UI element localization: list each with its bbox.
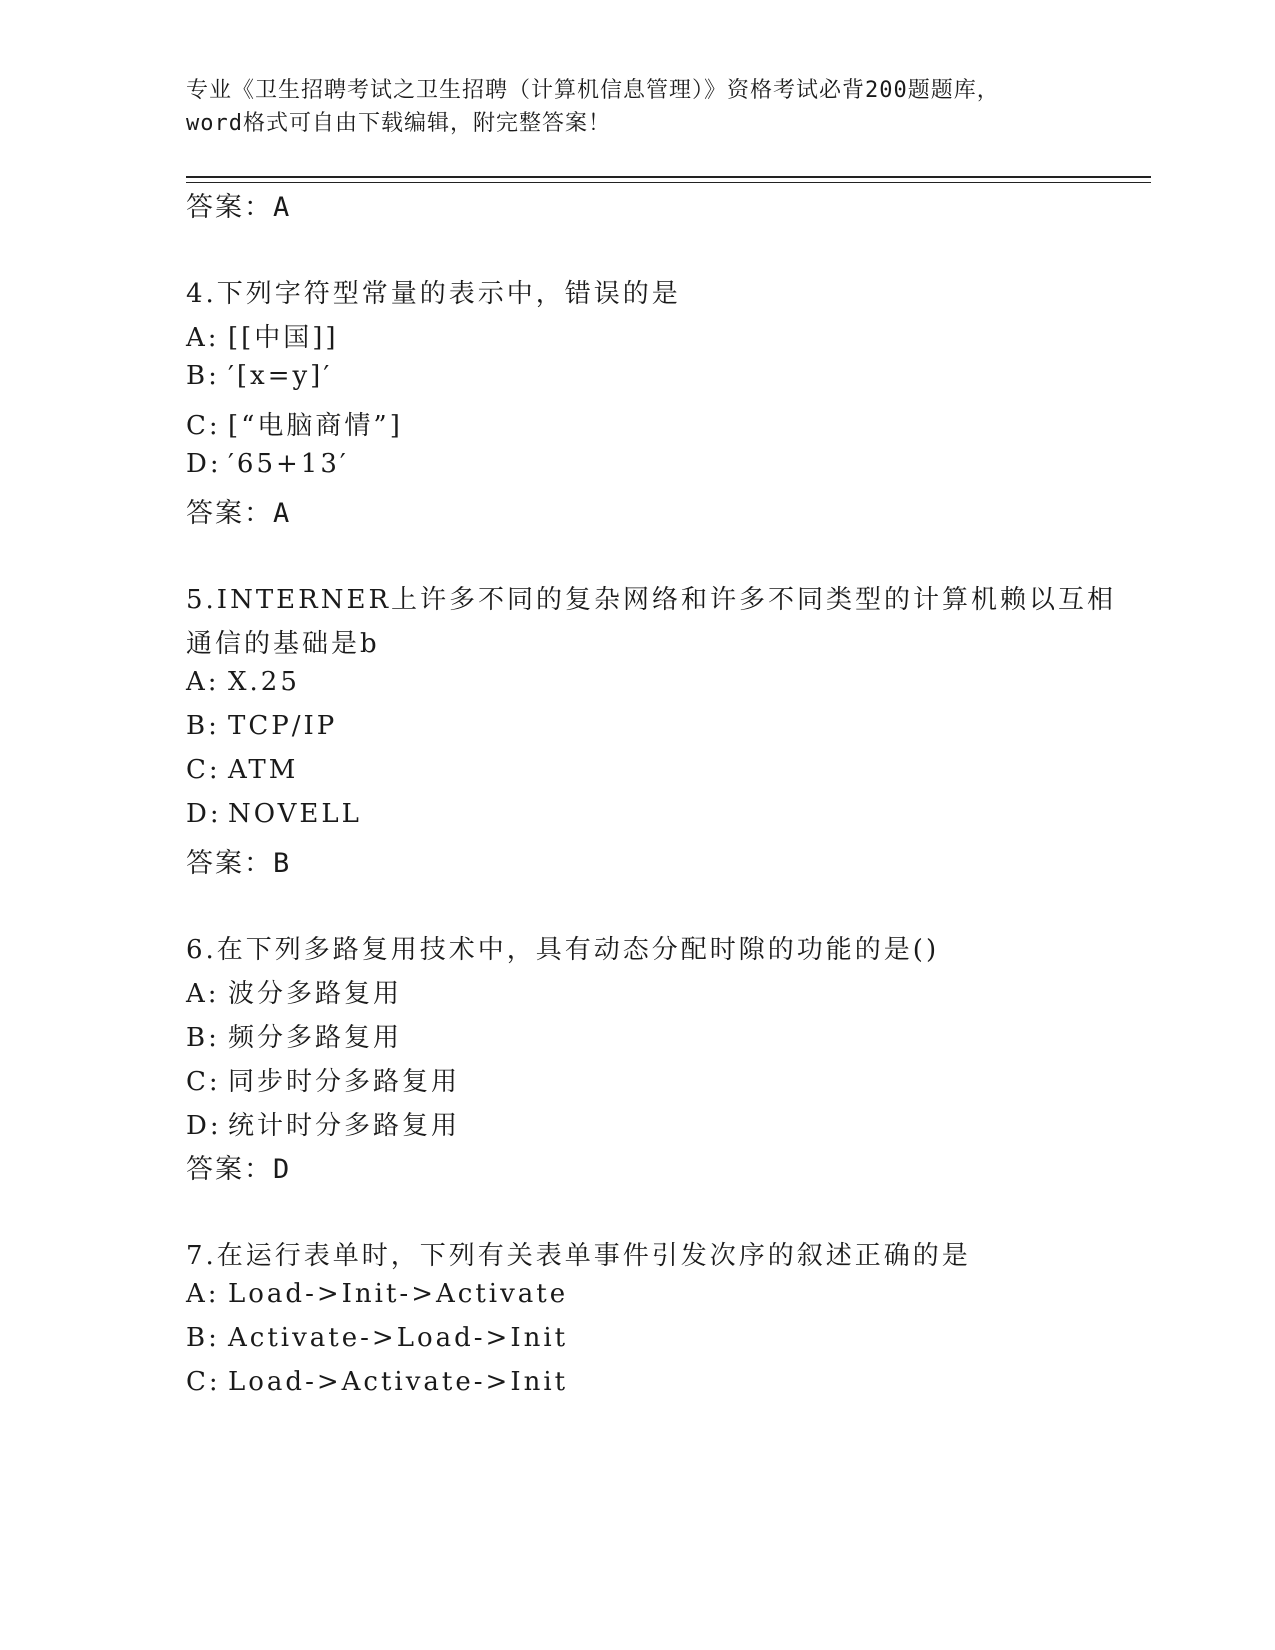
q6-option-b xyxy=(186,1017,402,1054)
option-label: C: xyxy=(186,1067,221,1097)
option-text: [[中国]] xyxy=(228,323,339,353)
header-line-2: word格式可自由下载编辑，附完整答案！ xyxy=(186,111,611,136)
option-label: C: xyxy=(186,755,221,785)
option-label: C: xyxy=(186,1367,221,1397)
option-label: B: xyxy=(186,711,220,741)
option-label: D: xyxy=(186,1111,222,1141)
option-text: 波分多路复用 xyxy=(228,979,403,1009)
option-label: B: xyxy=(186,1023,220,1053)
q4-option-d xyxy=(186,449,349,479)
option-label: D: xyxy=(186,799,222,829)
option-text: ′[x=y]′ xyxy=(228,361,333,391)
q5-question-line-1: 5.INTERNER上许多不同的复杂网络和许多不同类型的计算机赖以互相 xyxy=(186,585,1117,615)
q5-answer: 答案：B xyxy=(186,848,292,879)
q7-option-a xyxy=(186,1279,568,1309)
q6-answer: 答案：D xyxy=(186,1154,292,1185)
header-divider-thick xyxy=(186,176,1151,178)
q4-answer: 答案：A xyxy=(186,498,292,529)
option-text: 统计时分多路复用 xyxy=(228,1111,461,1141)
option-text: ATM xyxy=(228,755,299,785)
q6-option-d xyxy=(186,1105,460,1142)
q5-option-c xyxy=(186,755,298,785)
option-label: B: xyxy=(186,361,220,391)
q7-option-c xyxy=(186,1367,568,1397)
option-text: NOVELL xyxy=(228,799,362,829)
header-line-1: 专业《卫生招聘考试之卫生招聘（计算机信息管理）》资格考试必背200题题库， xyxy=(186,78,1000,103)
option-label: A: xyxy=(186,667,220,697)
q6-option-a xyxy=(186,973,402,1010)
option-text: 同步时分多路复用 xyxy=(228,1067,461,1097)
option-text: X.25 xyxy=(228,667,300,697)
q6-question: 6.在下列多路复用技术中，具有动态分配时隙的功能的是() xyxy=(186,935,940,965)
q6-option-c xyxy=(186,1061,460,1098)
q5-option-b xyxy=(186,711,337,741)
q4-option-b xyxy=(186,361,332,391)
header-divider-thin xyxy=(186,182,1151,183)
option-label: A: xyxy=(186,1279,220,1309)
option-text: [“电脑商情”] xyxy=(228,411,403,441)
option-label: A: xyxy=(186,323,220,353)
q4-option-a xyxy=(186,317,339,354)
option-text: 频分多路复用 xyxy=(228,1023,403,1053)
option-text: Load->Init->Activate xyxy=(228,1279,569,1309)
option-label: D: xyxy=(186,449,222,479)
q5-option-a xyxy=(186,667,300,697)
option-text: Activate->Load->Init xyxy=(228,1323,569,1353)
option-label: C: xyxy=(186,411,221,441)
q4-question: 4.下列字符型常量的表示中，错误的是 xyxy=(186,279,681,309)
q5-question-line-2: 通信的基础是b xyxy=(186,629,380,659)
option-text: ′65+13′ xyxy=(228,449,349,479)
option-text: TCP/IP xyxy=(228,711,338,741)
option-label: B: xyxy=(186,1323,220,1353)
q7-option-b xyxy=(186,1323,568,1353)
option-label: A: xyxy=(186,979,220,1009)
document-header xyxy=(186,74,1086,140)
option-text: Load->Activate->Init xyxy=(228,1367,569,1397)
q3-answer: 答案：A xyxy=(186,192,292,223)
q5-option-d xyxy=(186,799,362,829)
q7-question: 7.在运行表单时，下列有关表单事件引发次序的叙述正确的是 xyxy=(186,1241,971,1271)
q4-option-c xyxy=(186,405,403,442)
